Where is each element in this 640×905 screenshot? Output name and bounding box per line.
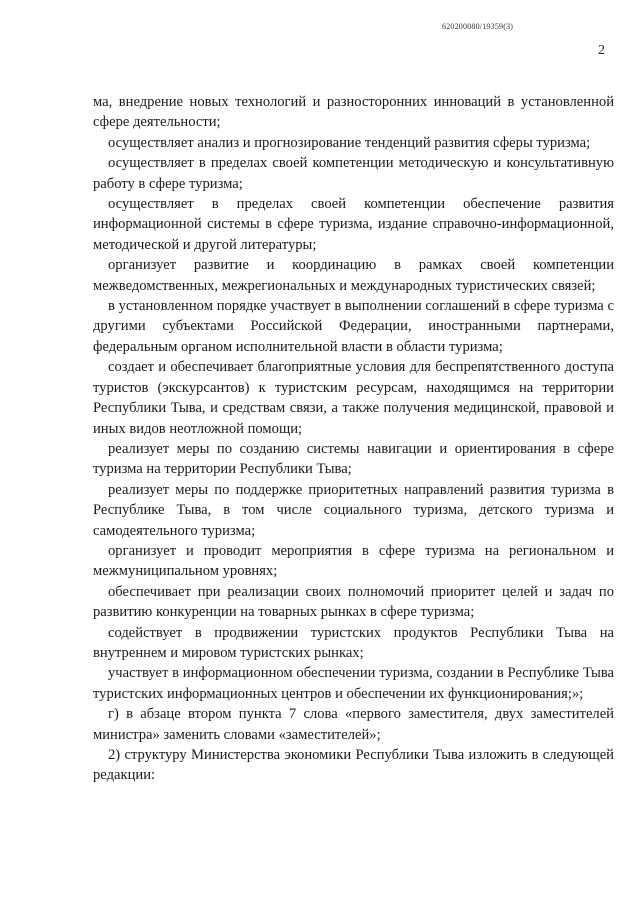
document-body — [93, 92, 614, 786]
paragraph: участвует в информационном обеспечении туризма, создании в Республике Тыва туристских информационных центров и обеспечении их функционирования;»; — [93, 665, 614, 702]
paragraph: содействует в продвижении туристских продуктов Республики Тыва на внутреннем и мировом туристских рынках; — [93, 624, 614, 661]
paragraph: ма, внедрение новых технологий и разносторонних инноваций в установленной сфере деятельности; — [93, 94, 614, 131]
paragraph: 2) структуру Министерства экономики Республики Тыва изложить в следующей редакции: — [93, 747, 614, 784]
paragraph: г) в абзаце втором пункта 7 слова «первого заместителя, двух заместителей министра» заменить словами «заместителей»; — [93, 706, 614, 743]
paragraph: реализует меры по созданию системы навигации и ориентирования в сфере туризма на территории Республики Тыва; — [93, 440, 614, 478]
paragraph: обеспечивает при реализации своих полномочий приоритет целей и задач по развитию конкуренции на товарных рынках в сфере туризма; — [93, 583, 614, 621]
paragraph: в установленном порядке участвует в выполнении соглашений в сфере туризма с другими субъектами Российской Федерации, иностранными партнерами, федеральным органом исполнительной власти в области туризма; — [93, 298, 614, 355]
paragraph: осуществляет в пределах своей компетенции методическую и консультативную работу в сфере туризма; — [93, 155, 614, 192]
paragraph: осуществляет в пределах своей компетенции обеспечение развития информационной системы в сфере туризма, издание справочно-информационной, методической и другой литературы; — [93, 196, 614, 253]
paragraph: организует и проводит мероприятия в сфере туризма на региональном и межмуниципальном уровнях; — [93, 542, 614, 580]
document-code: 620200080/19359(3) — [442, 22, 514, 31]
paragraph: организует развитие и координацию в рамках своей компетенции межведомственных, межрегиональных и международных туристических связей; — [93, 257, 614, 294]
paragraph: создает и обеспечивает благоприятные условия для беспрепятственного доступа туристов (экскурсантов) к туристским ресурсам, находящимся на территории Республики Тыва, и средствам связи, а также получения медицинской, правовой и иных видов неотложной помощи; — [93, 359, 614, 437]
paragraph: осуществляет анализ и прогнозирование тенденций развития сферы туризма; — [108, 134, 591, 151]
paragraph: реализует меры по поддержке приоритетных направлений развития туризма в Республике Тыва, в том числе социального туризма, детского туризма и самодеятельного туризма; — [93, 481, 614, 539]
page-number: 2 — [598, 43, 605, 58]
